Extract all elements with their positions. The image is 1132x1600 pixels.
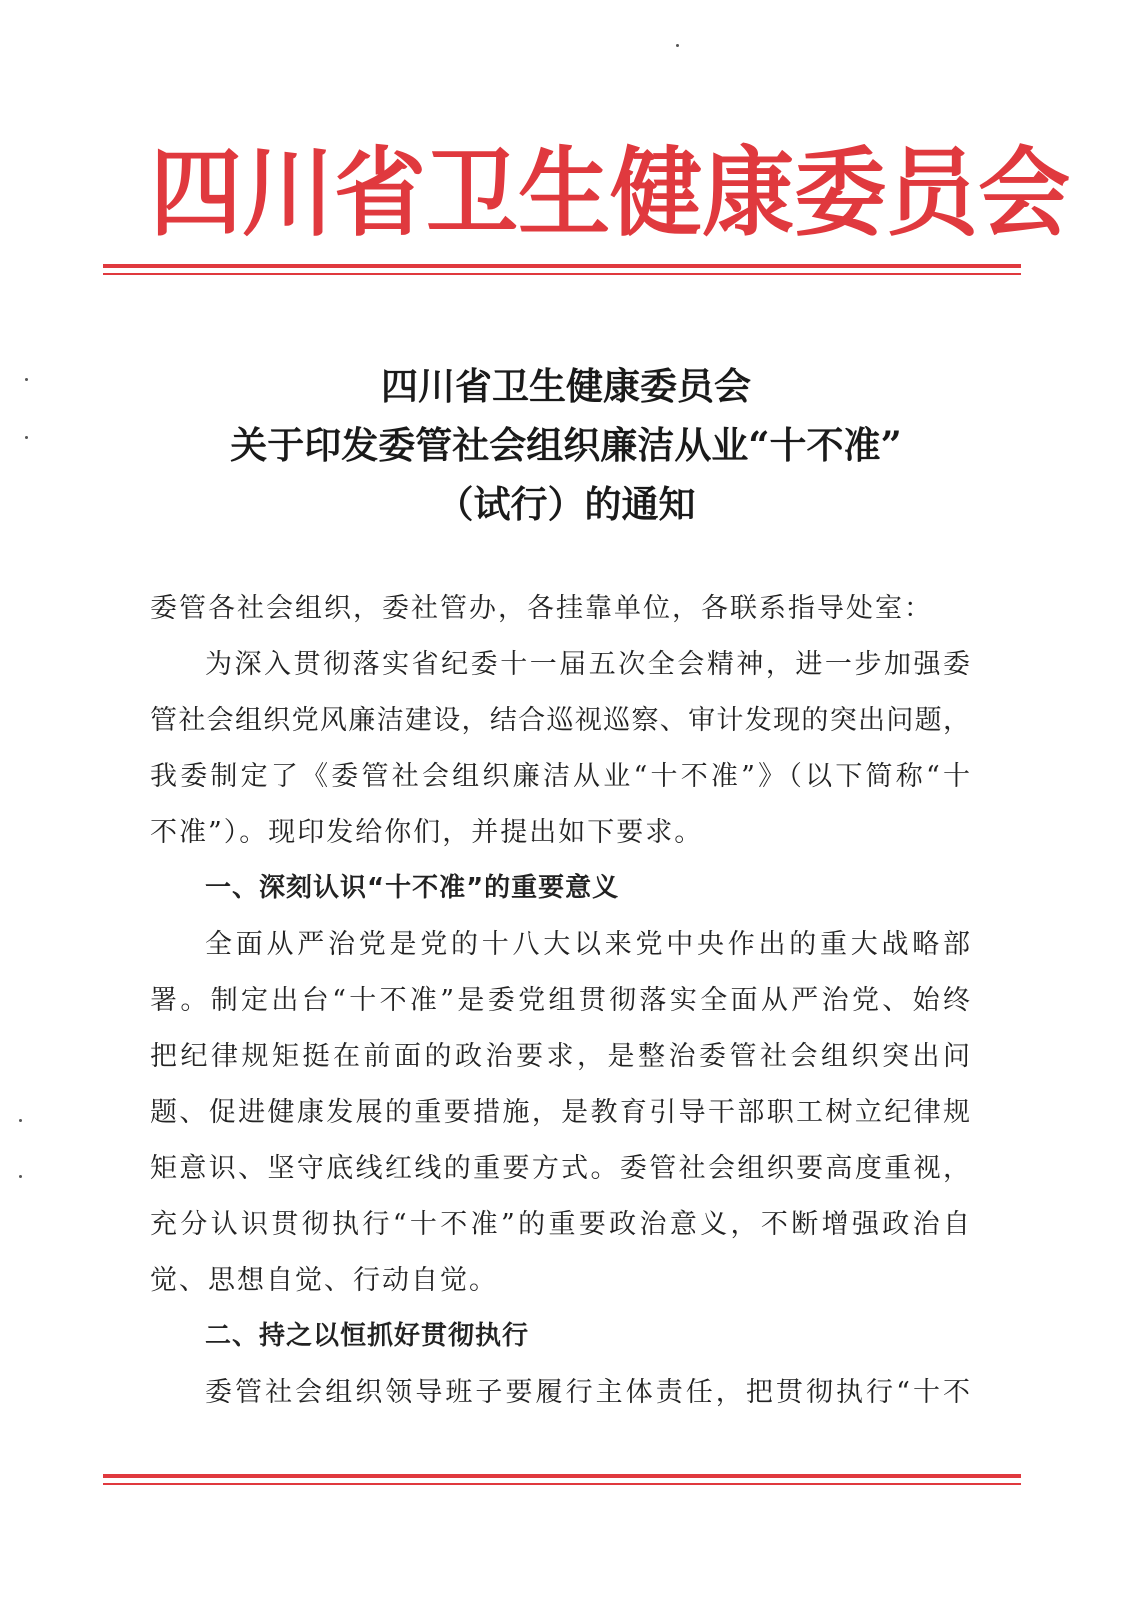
masthead-char: 委 bbox=[794, 135, 887, 250]
masthead-char: 四 bbox=[150, 135, 243, 250]
paragraph-line: 我委制定了《委管社会组织廉洁从业“十不准”》（以下简称“十 bbox=[150, 761, 970, 792]
document-title-line-1: 四川省卫生健康委员会 bbox=[381, 364, 751, 408]
scan-speck bbox=[25, 378, 28, 381]
paragraph-line: 全面从严治党是党的十八大以来党中央作出的重大战略部 bbox=[205, 929, 970, 960]
paragraph-line: 把纪律规矩挺在前面的政治要求，是整治委管社会组织突出问 bbox=[150, 1041, 970, 1072]
masthead-char: 生 bbox=[518, 135, 611, 250]
paragraph-line: 署。制定出台“十不准”是委党组贯彻落实全面从严治党、始终 bbox=[150, 985, 970, 1016]
recipients-line: 委管各社会组织，委社管办，各挂靠单位，各联系指导处室： bbox=[150, 593, 933, 624]
header-red-rule bbox=[103, 264, 1021, 275]
masthead-char: 省 bbox=[334, 135, 427, 250]
masthead-char: 健 bbox=[610, 135, 703, 250]
paragraph-line: 管社会组织党风廉洁建设，结合巡视巡察、审计发现的突出问题， bbox=[150, 705, 970, 736]
paragraph-line: 为深入贯彻落实省纪委十一届五次全会精神，进一步加强委 bbox=[205, 649, 970, 680]
scan-speck bbox=[25, 436, 28, 439]
masthead-char: 川 bbox=[242, 135, 335, 250]
masthead-char: 卫 bbox=[426, 135, 519, 250]
agency-masthead bbox=[150, 135, 1071, 250]
scan-speck bbox=[19, 1119, 22, 1122]
section-heading-2: 二、持之以恒抓好贯彻执行 bbox=[205, 1321, 530, 1351]
paragraph-line: 充分认识贯彻执行“十不准”的重要政治意义，不断增强政治自 bbox=[150, 1209, 970, 1240]
document-title-line-3: （试行）的通知 bbox=[436, 482, 696, 526]
paragraph-line: 不准”）。现印发给你们，并提出如下要求。 bbox=[150, 817, 704, 848]
paragraph-line: 矩意识、坚守底线红线的重要方式。委管社会组织要高度重视， bbox=[150, 1153, 970, 1184]
section-heading-1: 一、深刻认识“十不准”的重要意义 bbox=[205, 873, 620, 903]
paragraph-line: 题、促进健康发展的重要措施，是教育引导干部职工树立纪律规 bbox=[150, 1097, 970, 1128]
scan-speck bbox=[19, 1175, 22, 1178]
masthead-char: 康 bbox=[702, 135, 795, 250]
paragraph-line: 委管社会组织领导班子要履行主体责任，把贯彻执行“十不 bbox=[205, 1377, 970, 1408]
paragraph-line: 觉、思想自觉、行动自觉。 bbox=[150, 1265, 498, 1296]
masthead-char: 会 bbox=[978, 135, 1071, 250]
document-title-line-2: 关于印发委管社会组织廉洁从业“十不准” bbox=[230, 423, 902, 467]
scan-speck bbox=[676, 44, 679, 47]
masthead-char: 员 bbox=[886, 135, 979, 250]
footer-red-rule bbox=[103, 1474, 1021, 1485]
